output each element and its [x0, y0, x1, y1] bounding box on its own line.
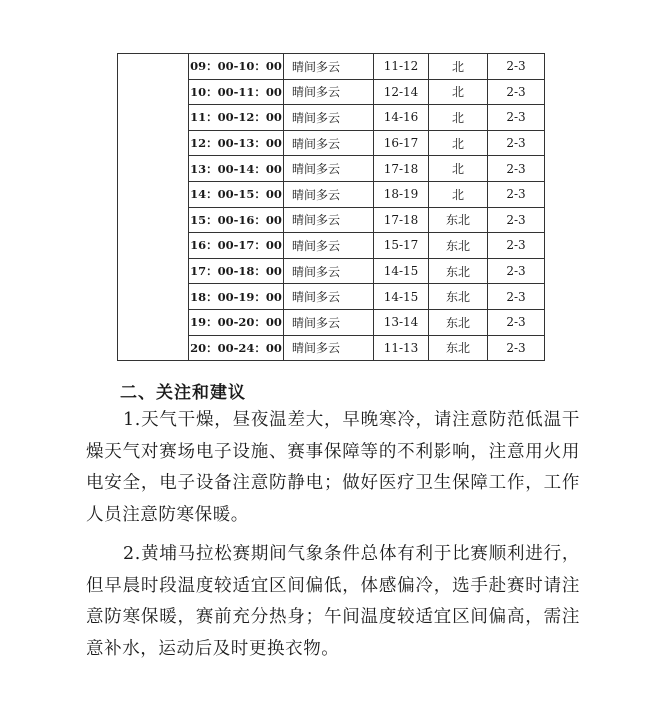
wind-level-cell: 2-3 [488, 181, 545, 207]
wind-direction-cell: 北 [429, 156, 488, 182]
time-cell: 10：00-11：00 [189, 79, 284, 105]
wind-direction-cell: 东北 [429, 207, 488, 233]
weather-cell: 晴间多云 [284, 258, 374, 284]
wind-level-cell: 2-3 [488, 79, 545, 105]
weather-cell: 晴间多云 [284, 181, 374, 207]
temperature-cell: 17-18 [374, 156, 429, 182]
temperature-cell: 14-16 [374, 105, 429, 131]
temperature-cell: 15-17 [374, 233, 429, 259]
section-heading: 二、关注和建议 [120, 383, 246, 403]
wind-level-cell: 2-3 [488, 309, 545, 335]
weather-cell: 晴间多云 [284, 207, 374, 233]
temperature-cell: 11-13 [374, 335, 429, 361]
wind-direction-cell: 东北 [429, 284, 488, 310]
wind-level-cell: 2-3 [488, 54, 545, 80]
temperature-cell: 14-15 [374, 284, 429, 310]
weather-cell: 晴间多云 [284, 79, 374, 105]
time-cell: 13：00-14：00 [189, 156, 284, 182]
weather-cell: 晴间多云 [284, 309, 374, 335]
time-cell: 11：00-12：00 [189, 105, 284, 131]
date-cell [118, 54, 189, 361]
wind-level-cell: 2-3 [488, 284, 545, 310]
weather-cell: 晴间多云 [284, 105, 374, 131]
wind-direction-cell: 北 [429, 181, 488, 207]
weather-cell: 晴间多云 [284, 335, 374, 361]
wind-direction-cell: 东北 [429, 309, 488, 335]
forecast-table [117, 53, 545, 361]
time-cell: 09：00-10：00 [189, 54, 284, 80]
time-cell: 12：00-13：00 [189, 130, 284, 156]
time-cell: 19：00-20：00 [189, 309, 284, 335]
forecast-table-body [118, 54, 545, 361]
wind-direction-cell: 北 [429, 105, 488, 131]
advice-paragraph-2: 2.黄埔马拉松赛期间气象条件总体有利于比赛顺利进行，但早晨时段温度较适宜区间偏低，体感偏冷，选手赴赛时请注意防寒保暖，赛前充分热身；午间温度较适宜区间偏高，需注意补水，运动后及时更换衣物。 [86, 544, 580, 659]
time-cell: 20：00-24：00 [189, 335, 284, 361]
time-cell: 18：00-19：00 [189, 284, 284, 310]
wind-direction-cell: 北 [429, 54, 488, 80]
temperature-cell: 18-19 [374, 181, 429, 207]
time-cell: 16：00-17：00 [189, 233, 284, 259]
temperature-cell: 11-12 [374, 54, 429, 80]
time-cell: 14：00-15：00 [189, 181, 284, 207]
wind-direction-cell: 东北 [429, 258, 488, 284]
weather-cell: 晴间多云 [284, 233, 374, 259]
wind-level-cell: 2-3 [488, 207, 545, 233]
temperature-cell: 16-17 [374, 130, 429, 156]
temperature-cell: 13-14 [374, 309, 429, 335]
wind-direction-cell: 北 [429, 79, 488, 105]
weather-cell: 晴间多云 [284, 156, 374, 182]
weather-cell: 晴间多云 [284, 54, 374, 80]
time-cell: 15：00-16：00 [189, 207, 284, 233]
temperature-cell: 17-18 [374, 207, 429, 233]
wind-level-cell: 2-3 [488, 258, 545, 284]
wind-level-cell: 2-3 [488, 105, 545, 131]
wind-direction-cell: 北 [429, 130, 488, 156]
table-row [118, 54, 545, 80]
weather-cell: 晴间多云 [284, 284, 374, 310]
wind-level-cell: 2-3 [488, 130, 545, 156]
weather-cell: 晴间多云 [284, 130, 374, 156]
wind-level-cell: 2-3 [488, 335, 545, 361]
wind-direction-cell: 东北 [429, 233, 488, 259]
time-cell: 17：00-18：00 [189, 258, 284, 284]
wind-level-cell: 2-3 [488, 156, 545, 182]
advice-paragraph-1: 1.天气干燥，昼夜温差大，早晚寒冷，请注意防范低温干燥天气对赛场电子设施、赛事保障等的不利影响，注意用火用电安全，电子设备注意防静电；做好医疗卫生保障工作，工作人员注意防寒保暖。 [86, 410, 580, 525]
wind-level-cell: 2-3 [488, 233, 545, 259]
temperature-cell: 12-14 [374, 79, 429, 105]
wind-direction-cell: 东北 [429, 335, 488, 361]
temperature-cell: 14-15 [374, 258, 429, 284]
